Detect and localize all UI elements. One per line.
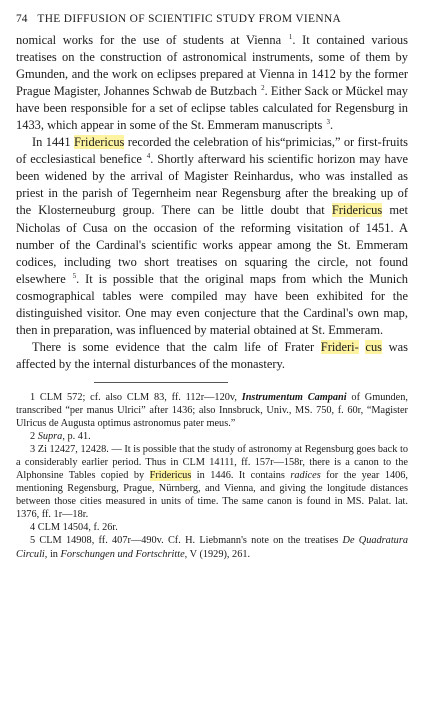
footnotes <box>16 391 408 561</box>
italic-text: radices <box>290 470 321 482</box>
text-run: , in <box>44 548 61 560</box>
highlighted-term: Fridericus <box>149 470 192 482</box>
text-run: of Gmunden, transcribed “per manus Ulrici” after 1436; also Innsbruck, Univ., MS. 750, f. 60r, “Magister Ulricus de Augusta optimus astronomus pater meus.” <box>16 391 408 430</box>
text-run: 2 <box>30 431 38 443</box>
footnote-ref: 5 <box>72 271 77 280</box>
text-run: , p. 41. <box>62 431 91 443</box>
footnote-ref: 3 <box>326 118 330 127</box>
page-number: 74 <box>16 13 28 25</box>
footnote <box>16 391 408 430</box>
body-text <box>16 32 408 373</box>
text-run: 4 CLM 14504, f. 26r. <box>30 522 118 534</box>
highlighted-term: cus <box>365 339 383 354</box>
text-run: In 1441 <box>32 135 74 150</box>
text-run: There is some evidence that the calm life of Frater <box>32 339 321 354</box>
text-run: . It contained various treatises on the construction of astronomical instruments, some of them by Gmunden, and the work on eclipses prepared at Vienna in 1412 by the former Prague Magister, Johannes Schwab de Butzbach <box>16 33 408 99</box>
text-run: . Either Sack or Mückel may have been responsible for a set of eclipse tables calculated for Regensburg in 1433, which appear in some of the St. Emmeram manuscripts <box>16 84 408 133</box>
footnote-divider <box>94 382 227 383</box>
footnote-ref: 1 <box>288 33 293 41</box>
text-run: 3 Zi 12427, 12428. — It is possible that the study of astronomy at Regensburg goes back to a considerably earlier period. Thus in CLM 14111, ff. 157r—158r, there is a canon to the Alphonsine Tables copied by <box>16 444 408 482</box>
text-run: . <box>330 118 334 133</box>
text-run: 1 CLM 572; cf. also CLM 83, ff. 112r—120v, <box>30 391 242 403</box>
footnote-ref: 2 <box>261 84 265 93</box>
highlighted-term: Frideri- <box>320 339 359 354</box>
running-title: THE DIFFUSION OF SCIENTIFIC STUDY FROM VIENNA <box>37 13 342 25</box>
running-header <box>16 12 408 26</box>
text-run: , V (1929), 261. <box>184 548 251 560</box>
italic-text: Forschungen und Fortschritte <box>60 548 185 560</box>
footnote <box>16 521 408 534</box>
highlighted-term: Fridericus <box>331 203 383 218</box>
highlighted-term: Fridericus <box>73 135 125 150</box>
paragraph <box>16 134 408 339</box>
footnote-ref: 4 <box>146 152 151 161</box>
text-run: for the year 1406, mentioning Regensburg, Prague, Nürnberg, and Vienna, and giving the longitude distances between those cities measured in units of time. The same canon is found in MS. Palat. lat. 1376, ff. 1r—18r. <box>16 470 408 521</box>
text-run: in 1446. It contains <box>191 470 291 482</box>
italic-text: Supra <box>37 431 63 443</box>
text-run: was affected by the internal disturbances of the monastery. <box>16 339 408 371</box>
footnote <box>16 443 408 521</box>
footnote <box>16 430 408 443</box>
italic-text: De Quadratura Circuli <box>16 535 408 560</box>
text-run: 5 CLM 14908, ff. 407r—490v. Cf. H. Liebmann's note on the treatises <box>30 535 343 547</box>
paragraph <box>16 339 408 373</box>
text-run: nomical works for the use of students at Vienna <box>16 33 288 47</box>
footnote <box>16 534 408 560</box>
text-run: . It is possible that the original maps from which the Munich cosmographical tables were compiled may have been exhibited for the distinguished visitor. One may even conjecture that the Cardinal's own map, then in preparation, was influenced by material obtained at St. Emmeram. <box>16 271 408 337</box>
text-run: recorded the celebration of his“primicias,” or first-fruits of ecclesiastical benefice <box>16 135 408 167</box>
italic-bold-title: Instrumentum Campani <box>241 391 347 403</box>
text-run: met Nicholas of Cusa on the occasion of the reforming visitation of 1451. A number of the Cardinal's scientific works appear among the St. Emmeram codices, including two short treatises on squaring the circle, not found elsewhere <box>16 203 408 286</box>
text-run: . Shortly afterward his scientific horizon may have been widened by the arrival of Magister Reinhardus, who was installed as priest in the parish of Tegernheim near Regensburg after the breaking up of the Klosterneuburg group. There can be little doubt that <box>16 152 408 218</box>
paragraph <box>16 32 408 134</box>
